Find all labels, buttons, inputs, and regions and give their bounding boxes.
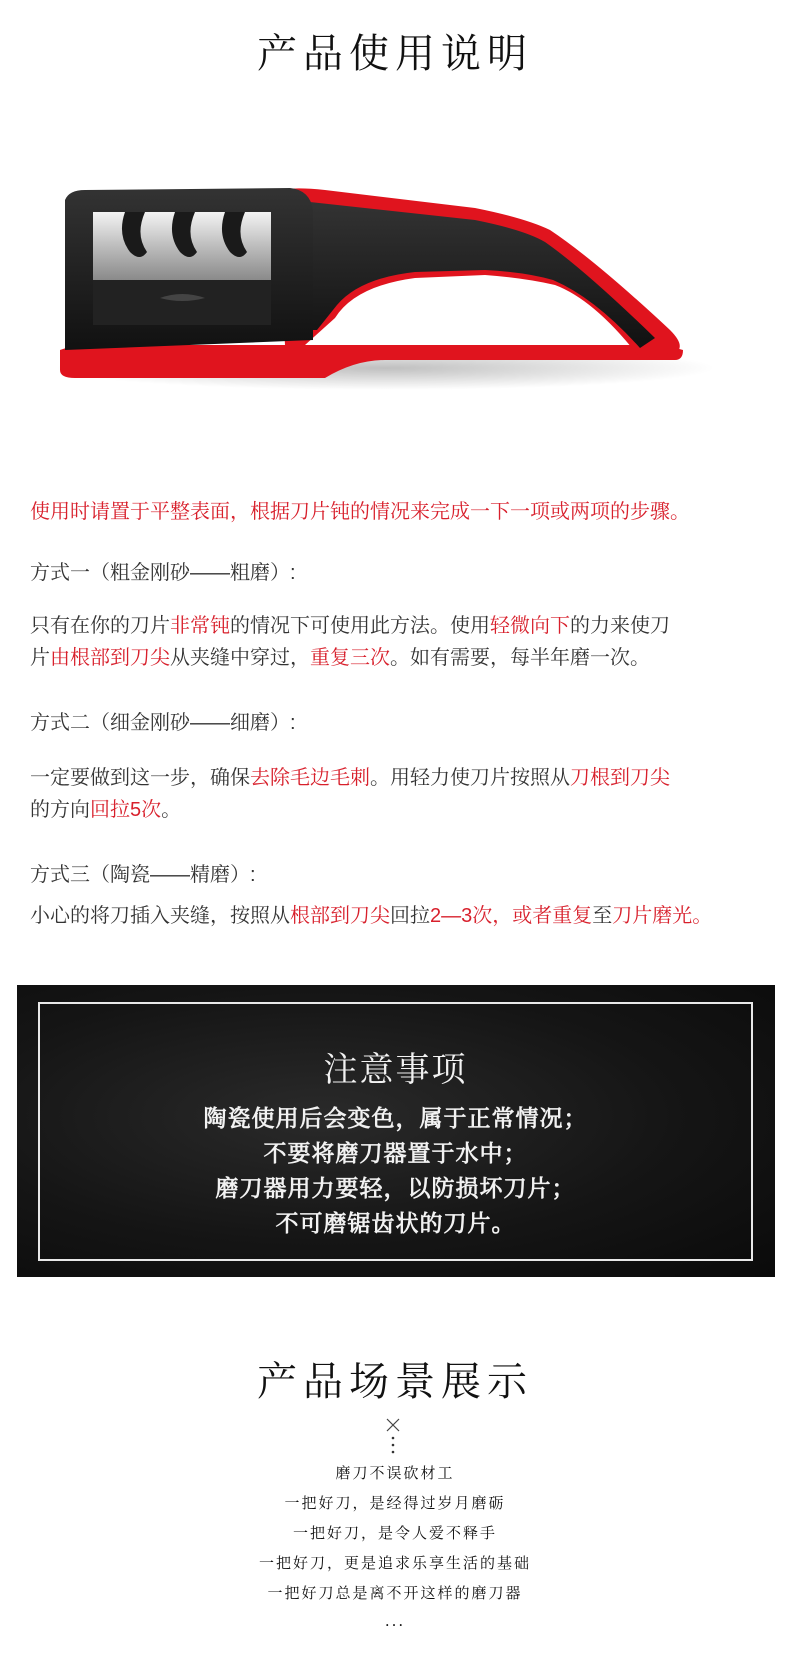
highlight-text: 回拉5次 bbox=[90, 799, 162, 821]
highlight-text: 由根部到刀尖 bbox=[50, 647, 170, 669]
highlight-text: 非常钝 bbox=[170, 615, 230, 637]
body-text: 只有在你的刀片 bbox=[30, 615, 170, 637]
highlight-text: 刀根到刀尖 bbox=[570, 767, 670, 789]
highlight-text: 重复三次 bbox=[310, 647, 390, 669]
poem-line: ... bbox=[384, 1612, 406, 1630]
body-text: 至 bbox=[592, 905, 613, 927]
close-x-icon bbox=[386, 1418, 400, 1432]
highlight-text: 刀片磨光。 bbox=[612, 905, 713, 927]
body-text: 。 bbox=[161, 799, 182, 821]
body-text: 。用轻力使刀片按照从 bbox=[370, 767, 570, 789]
notice-line: 不要将磨刀器置于水中； bbox=[263, 1140, 528, 1166]
body-text: 。如有需要，每半年磨一次。 bbox=[390, 647, 650, 669]
poem-line: 一把好刀总是离不开这样的磨刀器 bbox=[267, 1584, 523, 1602]
body-text: 片 bbox=[30, 647, 50, 669]
vertical-dots-icon bbox=[391, 1435, 395, 1455]
page-title: 产品使用说明 bbox=[257, 31, 533, 77]
body-text: 回拉 bbox=[390, 905, 430, 927]
method-1-body bbox=[30, 610, 770, 674]
notice-panel bbox=[17, 985, 775, 1277]
notice-line: 磨刀器用力要轻，以防损坏刀片； bbox=[215, 1175, 576, 1201]
method-3-title: 方式三（陶瓷——精磨）: bbox=[30, 864, 256, 886]
body-text: 的情况下可使用此方法。使用 bbox=[230, 615, 490, 637]
notice-line: 不可磨锯齿状的刀片。 bbox=[275, 1210, 516, 1236]
poem-line: 一把好刀，更是追求乐享生活的基础 bbox=[258, 1554, 531, 1572]
poem-line: 一把好刀，是令人爱不释手 bbox=[292, 1524, 497, 1542]
intro-text: 使用时请置于平整表面，根据刀片钝的情况来完成一下一项或两项的步骤。 bbox=[30, 501, 690, 523]
body-text: 从夹缝中穿过， bbox=[170, 647, 310, 669]
body-text: 一定要做到这一步，确保 bbox=[30, 767, 250, 789]
notice-title: 注意事项 bbox=[323, 1051, 468, 1089]
notice-line: 陶瓷使用后会变色，属于正常情况； bbox=[203, 1105, 588, 1131]
poem-line: 磨刀不误砍材工 bbox=[335, 1464, 455, 1482]
body-text: 小心的将刀插入夹缝，按照从 bbox=[30, 905, 290, 927]
body-text: 的方向 bbox=[30, 799, 90, 821]
highlight-text: 去除毛边毛刺 bbox=[250, 767, 370, 789]
highlight-text: 轻微向下 bbox=[490, 615, 570, 637]
method-2-body bbox=[30, 762, 770, 826]
scene-title: 产品场景展示 bbox=[257, 1359, 533, 1405]
highlight-text: 2—3次，或者重复 bbox=[430, 905, 593, 927]
knife-sharpener-image bbox=[55, 180, 735, 420]
method-2-title: 方式二（细金刚砂——细磨）: bbox=[30, 712, 296, 734]
method-1-title: 方式一（粗金刚砂——粗磨）: bbox=[30, 562, 296, 584]
notice-frame bbox=[38, 1002, 753, 1261]
method-3-body bbox=[30, 900, 770, 932]
highlight-text: 根部到刀尖 bbox=[290, 905, 390, 927]
poem-line: 一把好刀，是经得过岁月磨砺 bbox=[284, 1494, 506, 1512]
body-text: 的力来使刀 bbox=[570, 615, 670, 637]
